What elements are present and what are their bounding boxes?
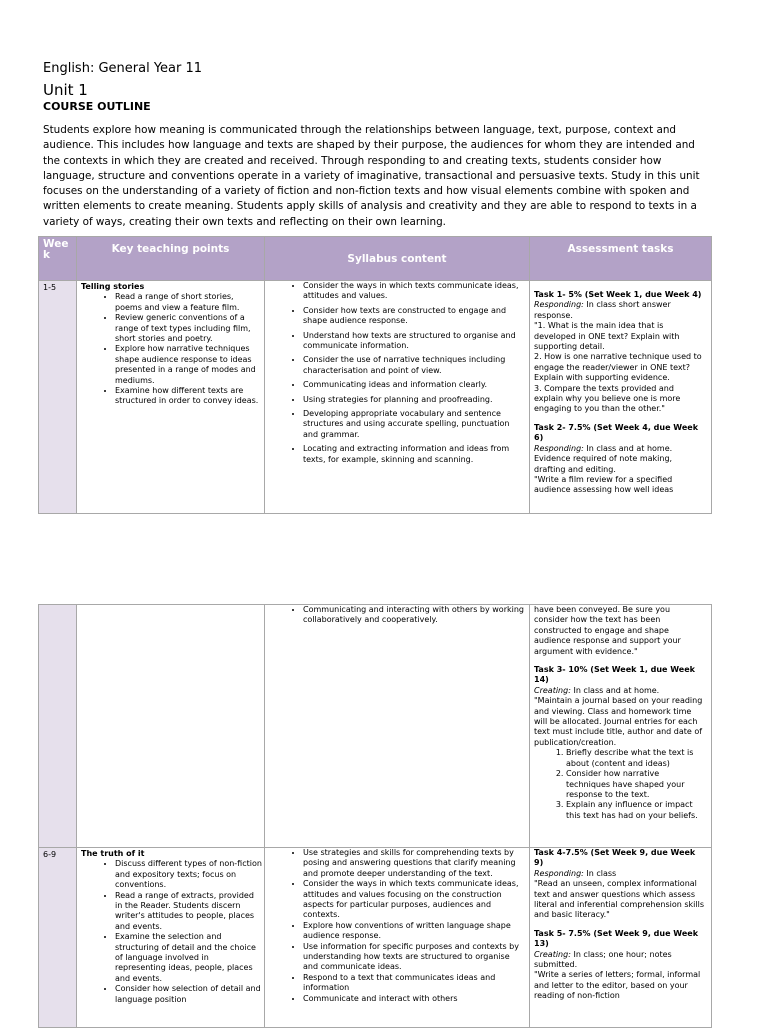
list-item: • Respond to a text that communicates ideas and information (303, 973, 525, 994)
task-quote: "Read an unseen, complex informational text and answer questions which assess literal and inferential comprehension skills and basic literacy." (534, 879, 705, 920)
table-row (39, 848, 712, 1028)
task-detail: In class and at home. (573, 685, 660, 695)
list-item: • Developing appropriate vocabulary and sentence structures and using accurate spelling, punctuation and grammar. (303, 409, 525, 440)
week-cell: 6-9 (39, 848, 77, 1028)
list-item: • Examine the selection and structuring of detail and the choice of language involved in representing ideas, people, places and events. (115, 932, 262, 984)
list-item: 2. Consider how narrative techniques have shaped your response to the text. (566, 769, 705, 800)
task-question: 3. Compare the texts provided and explain why you believe one is more engaging to you than the other." (534, 383, 681, 414)
task-description (534, 444, 705, 475)
list-item: • Examine how different texts are structured in order to convey ideas. (115, 386, 262, 407)
list-item: • Explore how narrative techniques shape audience response to ideas presented in a range of modes and mediums. (115, 344, 262, 386)
task-title: Task 2- 7.5% (Set Week 4, due Week 6) (534, 422, 699, 443)
task-description (534, 686, 705, 696)
week-cell (39, 605, 77, 848)
syllabus-list (269, 605, 525, 626)
assessment-cell (530, 281, 712, 514)
course-table-part1 (38, 236, 712, 514)
list-item: • Communicating ideas and information clearly. (303, 380, 525, 390)
task-quote: "Maintain a journal based on your reading and viewing. Class and homework time will be allocated. Journal entries for each text must include title, author and date of publication/creation. (534, 696, 703, 747)
task-mode: Creating: (534, 949, 571, 959)
syllabus-list (269, 848, 525, 1004)
course-outline-heading: COURSE OUTLINE (43, 100, 151, 113)
list-item: • Explore how conventions of written language shape audience response. (303, 921, 525, 942)
document-title: English: General Year 11 (43, 61, 203, 76)
key-points-list (81, 292, 262, 406)
topic-title: Telling stories (81, 282, 145, 291)
key-points-cell (77, 605, 265, 848)
course-table-part2 (38, 604, 712, 1028)
task-title: Task 5- 7.5% (Set Week 9, due Week 13) (534, 928, 699, 949)
syllabus-list (269, 281, 525, 465)
header-key-teaching-points: Key teaching points (77, 237, 265, 281)
task-quote: "Write a series of letters; formal, informal and letter to the editor, based on your reading of non-fiction (534, 970, 701, 1001)
list-item: • Consider how texts are constructed to engage and shape audience response. (303, 306, 525, 327)
assessment-cell (530, 605, 712, 848)
task-quote: have been conveyed. Be sure you consider how the text has been constructed to engage and shape audience response and support your argument with evidence." (534, 605, 681, 656)
list-item: • Use strategies and skills for comprehending texts by posing and answering questions that clarify meaning and promote deeper understanding of the text. (303, 848, 525, 879)
task-title: Task 3- 10% (Set Week 1, due Week 14) (534, 665, 695, 685)
task-detail: In class; one hour; notes submitted. (534, 949, 672, 970)
table-header-row (39, 237, 712, 281)
list-item: 1. Briefly describe what the text is about (content and ideas) (566, 748, 705, 769)
header-syllabus-content: Syllabus content (265, 237, 530, 281)
week-cell: 1-5 (39, 281, 77, 514)
task-mode: Responding: (534, 300, 584, 310)
table-row (39, 605, 712, 848)
table-row (39, 281, 712, 514)
header-week: Wee k (39, 237, 77, 281)
list-item: • Using strategies for planning and proofreading. (303, 395, 525, 405)
list-item: • Communicating and interacting with others by working collaboratively and cooperatively. (303, 605, 525, 626)
task-title: Task 4-7.5% (Set Week 9, due Week 9) (534, 848, 696, 868)
task-title: Task 1- 5% (Set Week 1, due Week 4) (534, 290, 702, 299)
syllabus-cell (265, 848, 530, 1028)
assessment-cell (530, 848, 712, 1028)
task-detail: In class and at home. Evidence required of note making, drafting and editing. (534, 443, 673, 474)
task-quote: "Write a film review for a specified audience assessing how well ideas (534, 474, 674, 495)
list-item: 3. Explain any influence or impact this text has had on your beliefs. (566, 800, 705, 821)
key-points-list (81, 859, 262, 1005)
list-item: • Read a range of extracts, provided in the Reader. Students discern writer's attitudes to people, places and events. (115, 891, 262, 933)
list-item: • Locating and extracting information and ideas from texts, for example, skinning and scanning. (303, 444, 525, 465)
task-description (534, 950, 705, 971)
task-mode: Responding: (534, 443, 584, 453)
list-item: • Communicate and interact with others (303, 994, 525, 1004)
task-mode: Creating: (534, 685, 571, 695)
list-item: • Use information for specific purposes and contexts by understanding how texts are structured to organise and communicate ideas. (303, 942, 525, 973)
list-item: • Consider the use of narrative techniques including characterisation and point of view. (303, 355, 525, 376)
syllabus-cell (265, 281, 530, 514)
list-item: • Understand how texts are structured to organise and communicate information. (303, 331, 525, 352)
unit-heading: Unit 1 (43, 81, 88, 99)
key-points-cell (77, 848, 265, 1028)
list-item: • Consider the ways in which texts communicate ideas, attitudes and values. (303, 281, 525, 302)
task-question: "1. What is the main idea that is developed in ONE text? Explain with supporting detail. (534, 321, 680, 352)
task-detail: In class (586, 868, 617, 878)
intro-paragraph: Students explore how meaning is communicated through the relationships between language, text, purpose, context and audience. This includes how language and texts are shaped by their purpose, the audiences for whom they are intended and the contexts in which they are created and received. Through responding to and creating texts, students consider how language, structure and conventions operate in a variety of imaginative, transactional and persuasive texts. Study in this unit focuses on the understanding of a variety of fiction and non-fiction texts and how visual elements combine with spoken and written elements to create meaning. Students apply skills of analysis and creativity and they are able to respond to texts in a variety of ways, creating their own texts and reflecting on their own learning. (43, 124, 700, 228)
task-question: 2. How is one narrative technique used to engage the reader/viewer in ONE text? Explain with supporting evidence. (534, 352, 702, 383)
task-description (534, 290, 705, 321)
syllabus-cell (265, 605, 530, 848)
task-description (534, 869, 705, 879)
list-item: • Read a range of short stories, poems and view a feature film. (115, 292, 262, 313)
list-item: • Consider the ways in which texts communicate ideas, attitudes and values focusing on the construction aspects for particular purposes, audiences and contexts. (303, 879, 525, 921)
key-points-cell (77, 281, 265, 514)
task-detail: In class short answer response. (534, 300, 671, 320)
task-item-list (534, 748, 705, 821)
list-item: • Consider how selection of detail and language position (115, 984, 262, 1005)
header-assessment-tasks: Assessment tasks (530, 237, 712, 281)
task-mode: Responding: (534, 868, 584, 878)
topic-title: The truth of it (81, 849, 145, 858)
list-item: • Discuss different types of non-fiction and expository texts; focus on conventions. (115, 859, 262, 890)
list-item: • Review generic conventions of a range of text types including film, short stories and poetry. (115, 313, 262, 344)
